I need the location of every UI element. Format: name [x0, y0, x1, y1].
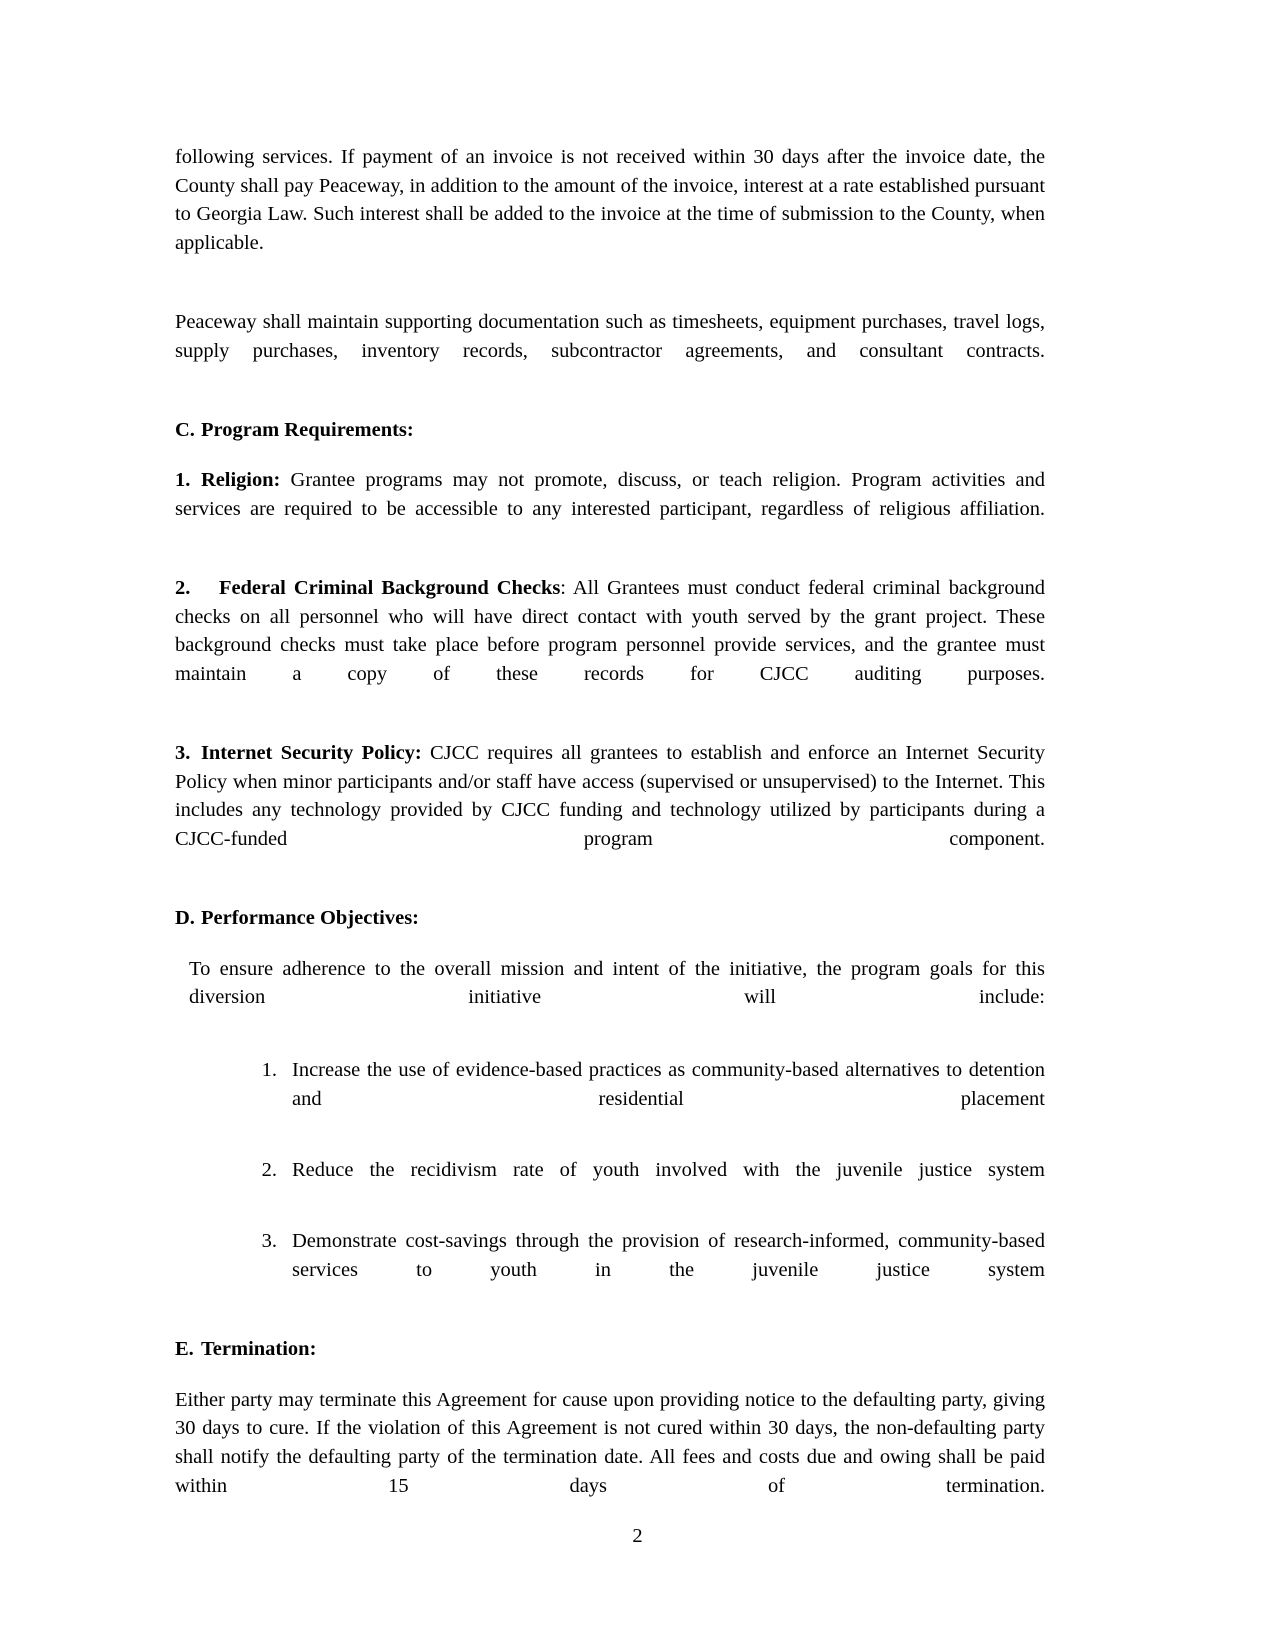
requirement-religion [175, 466, 1045, 552]
list-item [175, 1056, 1045, 1142]
requirement-body-internet-security: CJCC requires all grantees to establish and enforce an Internet Security Policy when minor participants and/or staff have access (supervised or unsupervised) to the Internet. This includes any technology provided by CJCC funding and technology utilized by participants during a CJCC-funded program component. [175, 742, 1045, 850]
requirement-body-religion: Grantee programs may not promote, discuss, or teach religion. Program activities and services are required to be accessible to any interested participant, regardless of religious affiliation. [175, 469, 1045, 520]
heading-termination [175, 1335, 1045, 1364]
list-item-marker-1: 1. [261, 1059, 277, 1082]
requirement-label-background-checks: Federal Criminal Background Checks [219, 577, 561, 600]
list-item [175, 1156, 1045, 1213]
paragraph-supporting-documentation: Peaceway shall maintain supporting documentation such as timesheets, equipment purchases, travel logs, supply purchases, inventory records, subcontractor agreements, and consultant contracts. [175, 310, 1045, 362]
list-item-marker-3: 3. [261, 1230, 277, 1253]
objectives-list [175, 1056, 1045, 1313]
heading-letter-d: D. [175, 907, 195, 930]
requirement-number-2: 2. [175, 577, 191, 600]
requirement-internet-security [175, 739, 1045, 882]
heading-program-requirements [175, 416, 1045, 445]
requirement-number-1: 1. [175, 469, 191, 492]
list-item-marker-2: 2. [261, 1159, 277, 1182]
paragraph-termination: Either party may terminate this Agreement for cause upon providing notice to the defaulting party, giving 30 days to cure. If the violation of this Agreement is not cured within 30 days, the non-defaulting party shall notify the defaulting party of the termination date. All fees and costs due and owing shall be paid within 15 days of termination. [175, 1388, 1045, 1497]
requirement-label-internet-security: Internet Security Policy: [201, 742, 422, 765]
heading-title-c: Program Requirements: [201, 418, 414, 441]
requirement-background-checks [175, 574, 1045, 717]
requirement-label-religion: Religion: [201, 469, 281, 492]
heading-letter-e: E. [175, 1338, 194, 1361]
requirement-number-3: 3. [175, 742, 191, 765]
list-item [175, 1227, 1045, 1313]
requirement-body-background-checks: : All Grantees must conduct federal criminal background checks on all personnel who will have direct contact with youth served by the grant project. These background checks must take place before program personnel provide services, and the grantee must maintain a copy of these records for CJCC auditing purposes. [175, 577, 1045, 685]
page-number: 2 [632, 1525, 643, 1547]
list-item-text-3: Demonstrate cost-savings through the provision of research-informed, community-based services to youth in the juvenile justice system [292, 1230, 1045, 1281]
heading-title-d: Performance Objectives: [201, 907, 419, 930]
heading-title-e: Termination: [201, 1338, 317, 1361]
heading-performance-objectives [175, 904, 1045, 933]
objectives-intro-text: To ensure adherence to the overall mission and intent of the initiative, the program goals for this diversion initiative will include: [189, 957, 1045, 1009]
heading-letter-c: C. [175, 418, 195, 441]
list-item-text-2: Reduce the recidivism rate of youth involved with the juvenile justice system [292, 1159, 1045, 1182]
paragraph-continued-services: following services. If payment of an invoice is not received within 30 days after the invoice date, the County shall pay Peaceway, in addition to the amount of the invoice, interest at a rate established pursuant to Georgia Law. Such interest shall be added to the invoice at the time of submission to the County, when applicable. [175, 146, 1045, 254]
list-item-text-1: Increase the use of evidence-based practices as community-based alternatives to detention and residential placement [292, 1059, 1045, 1111]
page-content [175, 143, 1045, 1551]
